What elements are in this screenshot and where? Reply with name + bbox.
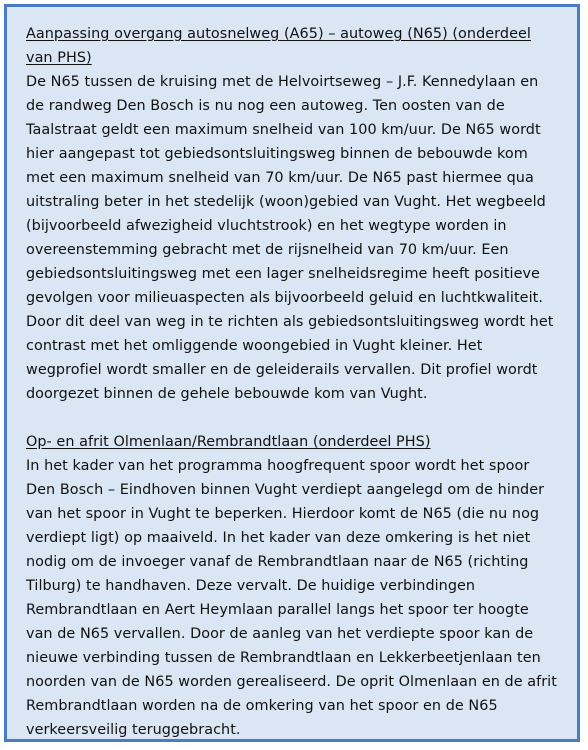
section-heading-a65-n65: Aanpassing overgang autosnelweg (A65) – autoweg (N65) (onderdeel van PHS) [26, 26, 531, 66]
paragraph-spacer [26, 406, 558, 430]
section-body-olmenlaan: In het kader van het programma hoogfrequent spoor wordt het spoor Den Bosch – Eindhoven binnen Vught verdiept aangelegd om de hinder van het spoor in Vught te beperken. Hierdoor komt de N65 (die nu nog verdiept ligt) op maaiveld. In het kader van deze omkering is het niet nodig om de invoeger vanaf de Rembrandtlaan naar de N65 (richting Tilburg) te handhaven. Deze vervalt. De huidige verbindingen Rembrandtlaan en Aert Heymlaan parallel langs het spoor ter hoogte van de N65 vervallen. Door de aanleg van het verdiepte spoor kan de nieuwe verbinding tussen de Rembrandtlaan en Lekkerbeetjenlaan ten noorden van de N65 worden gerealiseerd. De oprit Olmenlaan en de afrit Rembrandtlaan worden na de omkering van het spoor en de N65 verkeersveilig teruggebracht. [26, 458, 557, 738]
text-box [4, 4, 580, 742]
section-body-a65-n65: De N65 tussen de kruising met de Helvoirtseweg – J.F. Kennedylaan en de randweg Den Bosch is nu nog een autoweg. Ten oosten van de Taalstraat geldt een maximum snelheid van 100 km/uur. De N65 wordt hier aangepast tot gebiedsontsluitingsweg binnen de bebouwde kom met een maximum snelheid van 70 km/uur. De N65 past hiermee qua uitstraling beter in het stedelijk (woon)gebied van Vught. Het wegbeeld (bijvoorbeeld afwezigheid vluchtstrook) en het wegtype worden in overeenstemming gebracht met de rijsnelheid van 70 km/uur. Een gebiedsontsluitingsweg met een lager snelheidsregime heeft positieve gevolgen voor milieuaspecten als bijvoorbeeld geluid en luchtkwaliteit. Door dit deel van weg in te richten als gebiedsontsluitingsweg wordt het contrast met het omliggende woongebied in Vught kleiner. Het wegprofiel wordt smaller en de geleiderails vervallen. Dit profiel wordt doorgezet binnen de gehele bebouwde kom van Vught. [26, 74, 554, 402]
section-heading-olmenlaan: Op- en afrit Olmenlaan/Rembrandtlaan (onderdeel PHS) [26, 434, 431, 450]
text-box-content [26, 22, 558, 742]
